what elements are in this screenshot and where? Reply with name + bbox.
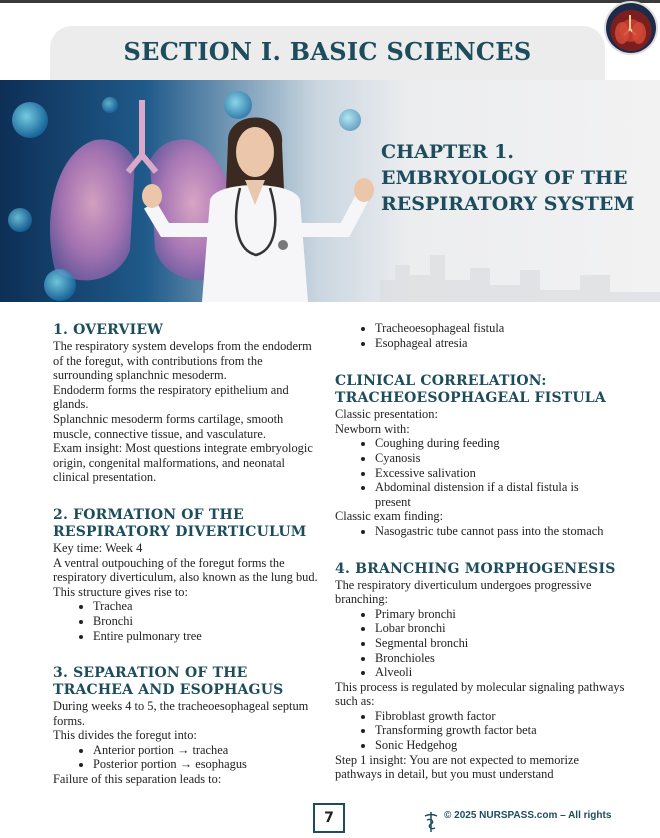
section-heading: 1. OVERVIEW: [53, 322, 164, 338]
section-title: SECTION I. BASIC SCIENCES: [123, 37, 532, 66]
list-item: • Anterior portion → trachea: [93, 743, 321, 758]
paragraph: This structure gives rise to:: [53, 584, 188, 599]
paragraph: Exam insight: Most questions integrate embryologic origin, congenital malformations, and neonatal clinical presentation.: [53, 441, 313, 485]
paragraph: Endoderm forms the respiratory epithelium and glands.: [53, 382, 289, 412]
left-column: [53, 322, 321, 787]
list-item: • Trachea: [93, 599, 321, 614]
bullet-list: [53, 743, 321, 772]
caduceus-icon: [422, 811, 440, 833]
list-item: • Bronchioles: [375, 651, 625, 666]
footer-copyright: © 2025 NURSPASS.com – All rights: [444, 810, 612, 821]
section-heading: 2. FORMATION OF THE RESPIRATORY DIVERTICULUM: [53, 506, 307, 540]
paragraph: The respiratory system develops from the endoderm of the foregut, with contributions from the surrounding splanchnic mesoderm.: [53, 339, 312, 383]
list-item: • Coughing during feeding: [375, 436, 605, 451]
list-item: • Cyanosis: [375, 451, 605, 466]
paragraph: Key time: Week 4: [53, 540, 143, 555]
list-item: • Abdominal distension if a distal fistula is present: [375, 480, 605, 509]
section-heading: CLINICAL CORRELATION: TRACHEOESOPHAGEAL FISTULA: [335, 373, 606, 407]
list-item: • Tracheoesophageal fistula: [375, 321, 625, 336]
paragraph: Splanchnic mesoderm forms cartilage, smooth muscle, connective tissue, and vasculature.: [53, 411, 284, 441]
paragraph: This divides the foregut into:: [53, 728, 197, 743]
list-item: • Lobar bronchi: [375, 621, 625, 636]
list-item: • Primary bronchi: [375, 607, 625, 622]
paragraph: The respiratory diverticulum undergoes progressive branching:: [335, 577, 592, 607]
top-rule: [0, 0, 660, 3]
list-item: • Nasogastric tube cannot pass into the stomach: [375, 524, 605, 539]
chapter-title: CHAPTER 1. EMBRYOLOGY OF THE RESPIRATORY SYSTEM: [381, 141, 635, 215]
list-item: • Fibroblast growth factor: [375, 709, 625, 724]
bullet-list: [53, 599, 321, 643]
bullet-list: [335, 607, 625, 680]
section-heading: 3. SEPARATION OF THE TRACHEA AND ESOPHAGUS: [53, 665, 284, 699]
list-item: • Transforming growth factor beta: [375, 723, 625, 738]
paragraph: Step 1 insight: You are not expected to memorize pathways in detail, but you must understand: [335, 752, 579, 782]
list-item: • Segmental bronchi: [375, 636, 625, 651]
list-item: • Sonic Hedgehog: [375, 738, 625, 753]
right-column: [335, 321, 625, 782]
page-number: 7: [313, 803, 345, 833]
lungs-logo-icon: [606, 3, 656, 53]
paragraph: This process is regulated by molecular signaling pathways such as:: [335, 679, 625, 709]
list-item: • Excessive salivation: [375, 466, 605, 481]
paragraph: Newborn with:: [335, 421, 410, 436]
paragraph: A ventral outpouching of the foregut forms the respiratory diverticulum, also known as the lung bud.: [53, 555, 318, 585]
paragraph: Failure of this separation leads to:: [53, 772, 222, 787]
bullet-list: [335, 524, 625, 539]
list-item: • Entire pulmonary tree: [93, 629, 321, 644]
list-item: • Alveoli: [375, 665, 625, 680]
list-item: • Bronchi: [93, 614, 321, 629]
paragraph: Classic presentation:: [335, 407, 438, 422]
section-heading: 4. BRANCHING MORPHOGENESIS: [335, 560, 616, 577]
paragraph: Classic exam finding:: [335, 509, 444, 524]
list-item: • Esophageal atresia: [375, 336, 625, 351]
list-item: • Posterior portion → esophagus: [93, 757, 321, 772]
paragraph: During weeks 4 to 5, the tracheoesophageal septum forms.: [53, 699, 309, 728]
bullet-list: [335, 321, 625, 350]
bullet-list: [335, 709, 625, 753]
bullet-list: [335, 436, 625, 509]
